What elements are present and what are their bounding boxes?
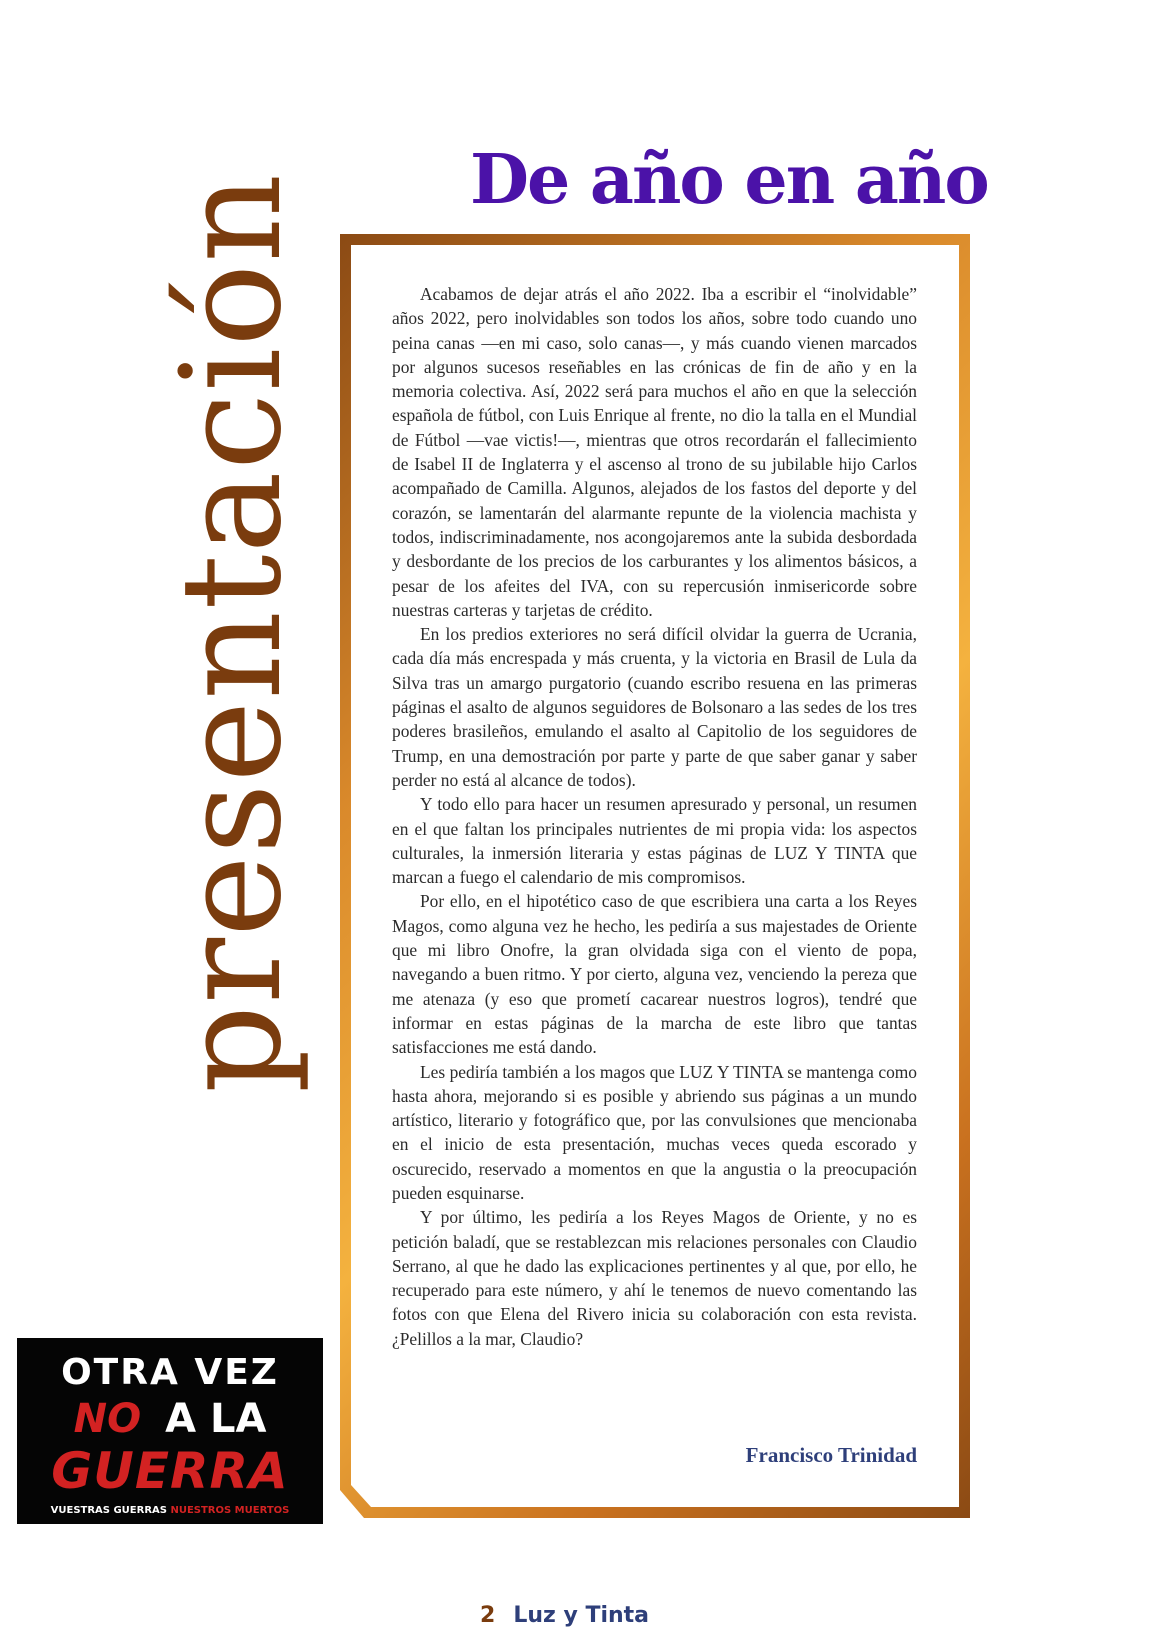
page-number: 2 — [480, 1603, 496, 1628]
paragraph: Les pediría también a los magos que LUZ Y TINTA se mantenga como hasta ahora, mejorando si es posible y abriendo sus páginas a un mundo artístico, literario y fotográfico que, por las convulsiones que mencionaba en el inicio de esta presentación, muchas veces queda escorado y oscurecido, reservado a momentos en que la angustia o la preocupación pueden esquinarse. — [392, 1061, 917, 1203]
banner-tagline-white: VUESTRAS GUERRAS — [50, 1505, 167, 1516]
paragraph: En los predios exteriores no será difícil olvidar la guerra de Ucrania, cada día más encrespada y más cruenta, y la victoria en Brasil de Lula da Silva tras un amargo purgatorio (cuando escribo resuena en las primeras páginas el asalto de algunos seguidores de Bolsonaro a las sedes de los tres poderes brasileños, emulando el asalto al Capitolio de los seguidores de Trump, en una demostración por parte y parte de que saber ganar y saber perder no está al alcance de todos). — [392, 624, 917, 790]
magazine-name: Luz y Tinta — [513, 1603, 650, 1628]
page-footer — [480, 1603, 740, 1628]
section-heading: presentación — [151, 172, 312, 1094]
page-title: De año en año — [470, 140, 988, 220]
banner-line-1: OTRA VEZ — [61, 1352, 279, 1393]
paragraph: Y por último, les pediría a los Reyes Magos de Oriente, y no es petición baladí, que se restablezcan mis relaciones personales con Claudio Serrano, al que he dado las explicaciones pertinentes y al que, por ello, he recuperado para este número, y ahí le tenemos de nuevo comentando las fotos con que Elena del Rivero inicia su colaboración con esta revista. ¿Pelillos a la mar, Claudio? — [392, 1207, 917, 1349]
banner-line-2 — [17, 1396, 323, 1442]
paragraph: Y todo ello para hacer un resumen apresurado y personal, un resumen en el que faltan los principales nutrientes de mi propia vida: los aspectos culturales, la inmersión literaria y estas páginas de LUZ Y TINTA que marcan a fuego el calendario de mis compromisos. — [392, 794, 917, 888]
banner-no: NO — [73, 1396, 142, 1442]
anti-war-banner — [17, 1338, 323, 1524]
article-body — [392, 282, 917, 1351]
banner-a-la: A LA — [165, 1396, 267, 1442]
banner-tagline — [17, 1505, 323, 1516]
banner-guerra: GUERRA — [51, 1442, 289, 1500]
banner-tagline-red: NUESTROS MUERTOS — [170, 1505, 290, 1516]
author-signature: Francisco Trinidad — [745, 1443, 917, 1467]
paragraph: Acabamos de dejar atrás el año 2022. Iba a escribir el “inolvidable” años 2022, pero inolvidables son todos los años, sobre todo cuando uno peina canas —en mi caso, solo canas—, y más cuando vienen marcados por algunos sucesos reseñables en las crónicas de fin de año y en la memoria colectiva. Así, 2022 será para muchos el año en que la selección española de fútbol, con Luis Enrique al frente, no dio la talla en el Mundial de Fútbol —vae victis!—, mientras que otros recordarán el fallecimiento de Isabel II de Inglaterra y el ascenso al trono de su jubilable hijo Carlos acompañado de Camilla. Algunos, alejados de los fastos del deporte y del corazón, se lamentarán del alarmante repunte de la violencia machista y todos, indiscriminadamente, nos acongojaremos ante la subida desbordada y desbordante de los precios de los carburantes y los alimentos básicos, a pesar de los afeites del IVA, con su repercusión inmisericorde sobre nuestras carteras y tarjetas de crédito. — [392, 284, 917, 620]
paragraph: Por ello, en el hipotético caso de que escribiera una carta a los Reyes Magos, como alguna vez he hecho, les pediría a sus majestades de Oriente que mi libro Onofre, la gran olvidada siga con el viento de popa, navegando a buen ritmo. Y por cierto, alguna vez, venciendo la pereza que me atenaza (y eso que prometí cacarear nuestros logros), tendré que informar en estas páginas de la marcha de este libro que tantas satisfacciones me está dando. — [392, 891, 917, 1058]
